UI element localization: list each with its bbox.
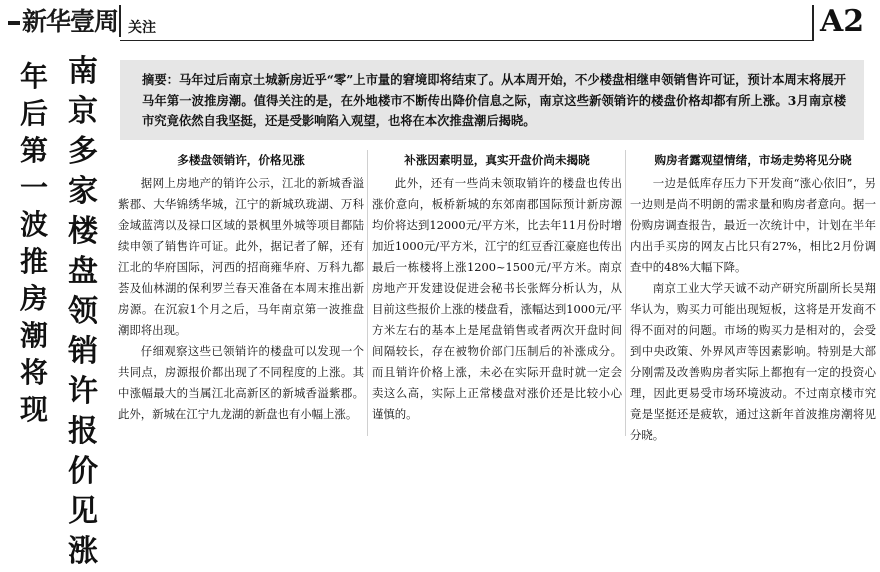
header-divider — [119, 5, 121, 37]
headline-char: 房 — [19, 282, 48, 315]
summary-label: 摘要： — [142, 72, 179, 87]
logo-text: 新华壹周 — [22, 7, 119, 36]
headline-char: 一 — [19, 171, 48, 204]
column-paragraph: 南京工业大学天诚不动产研究所副所长吴翔华认为，购买力可能出现短板，这将是开发商不得不面对的问题。市场的购买力是相对的，会受到中央政策、外界风声等因素影响。特别是大部分刚需及改善购房者实际上都抱有一定的投资心理，因此更易受市场环境波动。不过南京楼市究竟是坚挺还是疲软，通过这新年首波推房潮将见分晓。 — [630, 281, 876, 442]
main-headline — [60, 52, 106, 569]
newspaper-logo — [8, 2, 118, 42]
article-column-2 — [372, 152, 622, 425]
sub-headline — [14, 58, 54, 438]
headline-char: 波 — [19, 208, 48, 241]
page-number: A2 — [820, 4, 865, 39]
column-paragraph: 此外，还有一些尚未领取销许的楼盘也传出涨价意向，板桥新城的东郊南郡国际预计新房源均价将达到12000元/平方米，比去年11月份时增加近1000元/平方米，江宁的红豆香江豪庭也传出最后一栋楼将上涨1200~1500元/平方米。南京房地产开发建设促进会秘书长张辉分析认为，从目前这些报价上涨的楼盘看，涨幅达到1000元/平方米左右的基本上是尾盘销售或者两次开盘时间间隔较长，存在被物价部门压制后的补涨成分。而且销许价格上涨，未必在实际开盘时就一定会卖这么高，实际上正常楼盘对涨价还是比较小心谨慎的。 — [372, 176, 622, 421]
headline-char: 推 — [19, 245, 48, 278]
headline-char: 报 — [68, 414, 98, 449]
section-label: 关注 — [128, 20, 156, 36]
column-divider — [625, 150, 626, 436]
article-column-1 — [118, 152, 364, 425]
headline-char: 后 — [19, 97, 48, 130]
headline-char: 销 — [68, 334, 98, 369]
headline-char: 南 — [68, 54, 98, 89]
logo-dash — [8, 21, 20, 25]
header-rule — [120, 40, 812, 41]
headline-char: 许 — [68, 374, 98, 409]
masthead — [0, 0, 880, 45]
headline-char: 第 — [19, 134, 48, 167]
summary-text: 马年过后南京土城新房近乎“零”上市量的窘境即将结束了。从本周开始，不少楼盘相继申领销售许可证，预计本周末将展开马年第一波推房潮。值得关注的是，在外地楼市不断传出降价信息之际，南京这些新领销许的楼盘价格却都有所上涨。3月南京楼市究竟依然自我坚挺，还是受影响陷入观望，也将在本次推盘潮后揭晓。 — [142, 72, 846, 128]
headline-char: 领 — [68, 294, 98, 329]
headline-char: 盘 — [68, 254, 98, 289]
headline-char: 年 — [19, 60, 48, 93]
headline-char: 楼 — [68, 214, 98, 249]
headline-char: 京 — [68, 94, 98, 129]
column-heading: 补涨因素明显，真实开盘价尚未揭晓 — [404, 153, 590, 167]
column-heading: 多楼盘领销许，价格见涨 — [177, 153, 305, 167]
headline-char: 多 — [68, 134, 98, 169]
column-divider — [367, 150, 368, 436]
headline-char: 涨 — [68, 534, 98, 569]
article-column-3 — [630, 152, 876, 446]
headline-char: 见 — [68, 494, 98, 529]
headline-char: 家 — [68, 174, 98, 209]
headline-char: 价 — [68, 454, 98, 489]
headline-char: 潮 — [19, 319, 48, 352]
column-heading: 购房者露观望情绪，市场走势将见分晓 — [654, 153, 852, 167]
headline-char: 将 — [19, 356, 48, 389]
summary-box — [120, 60, 864, 140]
column-paragraph: 据网上房地产的销许公示，江北的新城香溢紫郡、大华锦绣华城，江宁的新城玖珑湖、万科金域蓝湾以及禄口区域的景枫里外城等项目都陆续申领了销售许可证。此外，据记者了解，还有江北的华府国际，河西的招商雍华府、万科九都荟及仙林湖的保利罗兰春天准备在本周末推出新房源。在沉寂1个月之后，马年南京第一波推盘潮即将出现。 — [118, 176, 364, 337]
column-paragraph: 仔细观察这些已领销许的楼盘可以发现一个共同点，房源报价都出现了不同程度的上涨。其中涨幅最大的当属江北高新区的新城香溢紫郡。此外，新城在江宁九龙湖的新盘也有小幅上涨。 — [118, 344, 364, 421]
column-paragraph: 一边是低库存压力下开发商“涨心依旧”，另一边则是尚不明朗的需求量和购房者意向。据一份购房调查报告，最近一次统计中，计划在半年内出手买房的网友占比只有27%，相比2月份调查中的48%大幅下降。 — [630, 176, 876, 274]
page-number-divider — [812, 5, 814, 41]
headline-char: 现 — [19, 393, 48, 426]
